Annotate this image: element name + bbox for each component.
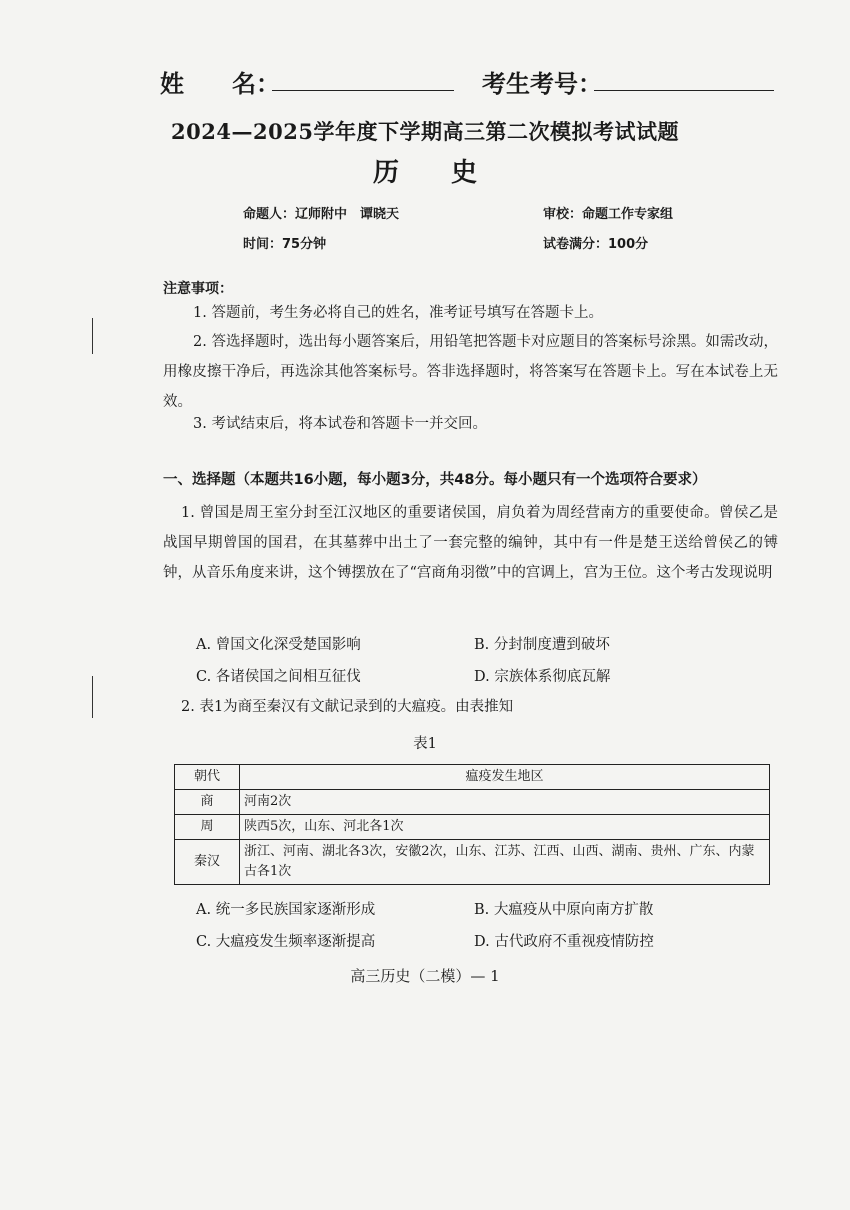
- page-footer: 高三历史（二模）— 1: [350, 967, 500, 985]
- table-header-row: [175, 765, 770, 790]
- question-2-stem: 2. 表1为商至秦汉有文献记录到的大瘟疫。由表推知: [181, 699, 514, 715]
- epidemic-table: [174, 764, 770, 885]
- q2-option-b: B. 大瘟疫从中原向南方扩散: [474, 902, 654, 918]
- full-score-info: 试卷满分：100分: [543, 237, 649, 252]
- name-field[interactable]: [272, 66, 454, 91]
- table-cell: 陕西5次，山东、河北各1次: [240, 815, 770, 840]
- notice-item-2: 2. 答选择题时，选出每小题答案后，用铅笔把答题卡对应题目的答案标号涂黑。如需改动，用橡皮擦干净后，再选涂其他答案标号。答非选择题时，将答案写在答题卡上。写在本试卷上无效。: [163, 334, 778, 410]
- q1-option-b: B. 分封制度遭到破坏: [474, 637, 610, 653]
- q2-option-d: D. 古代政府不重视疫情防控: [474, 934, 654, 950]
- margin-mark: [92, 318, 93, 354]
- q1-option-d: D. 宗族体系彻底瓦解: [474, 669, 611, 685]
- margin-mark: [92, 676, 93, 718]
- reviewer-info: 审校：命题工作专家组: [543, 207, 674, 222]
- q2-option-a: A. 统一多民族国家逐渐形成: [196, 902, 376, 918]
- table-row: [175, 790, 770, 815]
- name-label: 姓 名：: [160, 70, 280, 98]
- author-info: 命题人：辽师附中 谭晓天: [243, 207, 400, 222]
- q2-option-c: C. 大瘟疫发生频率逐渐提高: [196, 934, 376, 950]
- q1-option-a: A. 曾国文化深受楚国影响: [196, 637, 361, 653]
- exam-title: 2024—2025学年度下学期高三第二次模拟考试试题: [171, 119, 679, 144]
- subject-title: 历 史: [372, 158, 477, 188]
- q1-option-c: C. 各诸侯国之间相互征伐: [196, 669, 361, 685]
- table-cell: 河南2次: [240, 790, 770, 815]
- table-row: [175, 840, 770, 885]
- notice-title: 注意事项：: [163, 281, 233, 297]
- notice-item-3: 3. 考试结束后，将本试卷和答题卡一并交回。: [193, 416, 487, 432]
- table-cell: 秦汉: [175, 840, 240, 885]
- table-caption: 表1: [413, 736, 437, 752]
- exam-number-field[interactable]: [594, 66, 774, 91]
- time-info: 时间：75分钟: [243, 237, 327, 252]
- notice-item-1: 1. 答题前，考生务必将自己的姓名，准考证号填写在答题卡上。: [193, 305, 603, 321]
- exam-number-label: 考生考号：: [482, 70, 602, 98]
- table-cell: 商: [175, 790, 240, 815]
- table-cell: 周: [175, 815, 240, 840]
- table-header-cell: 瘟疫发生地区: [240, 765, 770, 790]
- table-cell: 浙江、河南、湖北各3次，安徽2次，山东、江苏、江西、山西、湖南、贵州、广东、内蒙古各1次: [240, 840, 770, 885]
- table-row: [175, 815, 770, 840]
- table-header-cell: 朝代: [175, 765, 240, 790]
- section-heading: 一、选择题（本题共16小题，每小题3分，共48分。每小题只有一个选项符合要求）: [163, 472, 707, 488]
- question-1-stem: 1. 曾国是周王室分封至江汉地区的重要诸侯国，肩负着为周经营南方的重要使命。曾侯乙是战国早期曾国的国君，在其墓葬中出土了一套完整的编钟，其中有一件是楚王送给曾侯乙的镈钟，从音乐角度来讲，这个镈摆放在了“宫商角羽徵”中的宫调上，宫为王位。这个考古发现说明: [163, 505, 778, 581]
